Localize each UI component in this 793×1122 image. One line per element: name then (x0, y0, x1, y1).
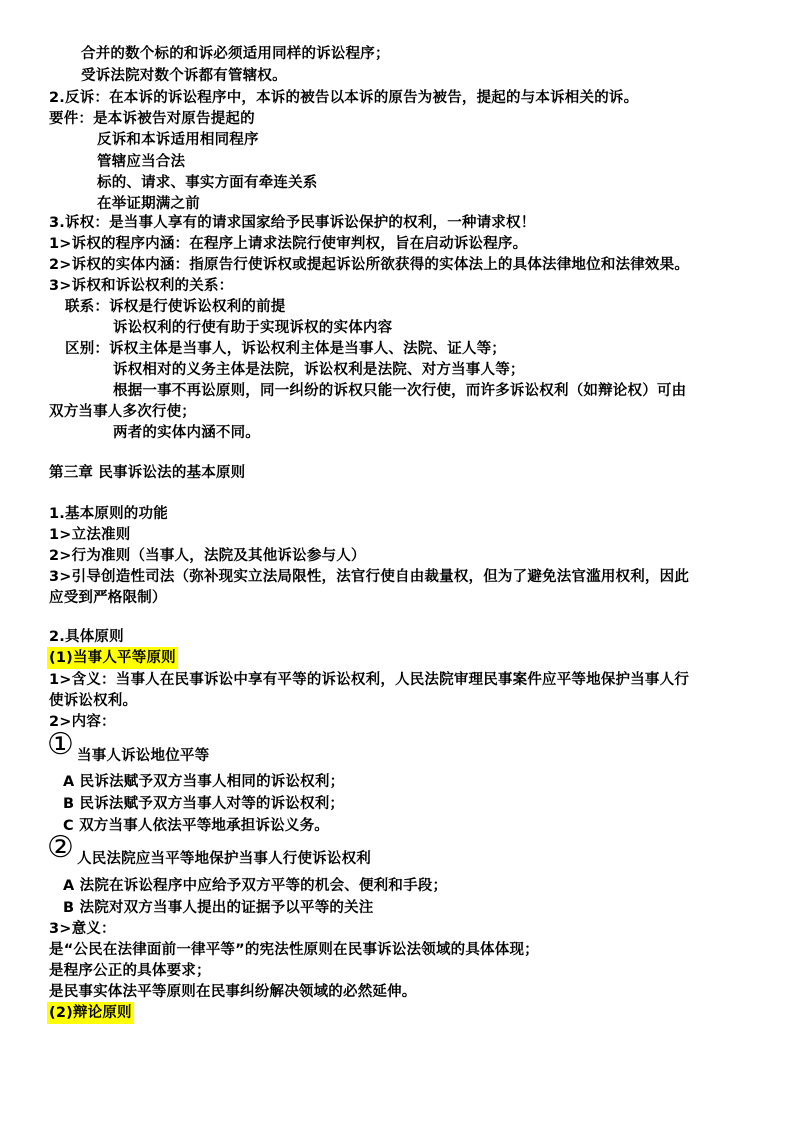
text-line: 3>引导创造性司法（弥补现实立法局限性，法官行使自由裁量权，但为了避免法官滥用权利，因此 (49, 569, 690, 585)
list-item: B 民诉法赋予双方当事人对等的诉讼权利； (63, 796, 345, 812)
text-line: 使诉讼权利。 (49, 693, 138, 709)
section-heading: 1.基本原则的功能 (49, 506, 168, 522)
circled-one-marker: ① (47, 727, 74, 762)
text-line: 是程序公正的具体要求； (49, 963, 211, 979)
text-line: 1>立法准则 (49, 527, 131, 543)
circled-two-marker: ② (47, 830, 74, 865)
text-line: 要件：是本诉被告对原告提起的 (49, 111, 255, 127)
text-line: 管辖应当合法 (97, 154, 186, 170)
section-heading: 2.具体原则 (49, 629, 124, 645)
list-item: B 法院对双方当事人提出的证据予以平等的关注 (63, 900, 374, 916)
text-line: 联系：诉权是行使诉讼权利的前提 (65, 299, 286, 315)
text-line: 是民事实体法平等原则在民事纠纷解决领域的必然延伸。 (49, 984, 417, 1000)
text-line: 1>诉权的程序内涵：在程序上请求法院行使审判权，旨在启动诉讼程序。 (49, 236, 528, 252)
text-line: 当事人诉讼地位平等 (77, 748, 210, 764)
text-line: 3>诉权和诉讼权利的关系： (49, 278, 234, 294)
text-line: 合并的数个标的和诉必须适用同样的诉讼程序； (81, 46, 390, 62)
list-item: C 双方当事人依法平等地承担诉讼义务。 (63, 818, 329, 834)
text-line: 3>意义： (49, 921, 116, 937)
text-line: 诉权相对的义务主体是法院，诉讼权利是法院、对方当事人等； (113, 362, 525, 378)
text-line: 1>含义：当事人在民事诉讼中享有平等的诉讼权利，人民法院审理民事案件应平等地保护当事人行 (49, 672, 690, 688)
text-line: 2>内容： (49, 714, 116, 730)
text-line: 反诉和本诉适用相同程序 (97, 132, 259, 148)
text-line: 标的、请求、事实方面有牵连关系 (97, 175, 318, 191)
highlighted-heading: (2)辩论原则 (47, 1002, 134, 1024)
chapter-heading: 第三章 民事诉讼法的基本原则 (49, 465, 246, 481)
list-item: A 法院在诉讼程序中应给予双方平等的机会、便利和手段； (63, 878, 448, 894)
list-item: A 民诉法赋予双方当事人相同的诉讼权利； (63, 774, 345, 790)
text-line: 2.反诉：在本诉的诉讼程序中，本诉的被告以本诉的原告为被告，提起的与本诉相关的诉。 (49, 90, 639, 106)
text-line: 是“公民在法律面前一律平等”的宪法性原则在民事诉讼法领域的具体体现； (49, 942, 539, 958)
text-line: 2>诉权的实体内涵：指原告行使诉权或提起诉讼所欲获得的实体法上的具体法律地位和法律效果。 (49, 257, 690, 273)
text-line: 受诉法院对数个诉都有管辖权。 (81, 68, 287, 84)
text-line: 两者的实体内涵不同。 (113, 425, 260, 441)
text-line: 诉讼权利的行使有助于实现诉权的实体内容 (113, 320, 393, 336)
text-line: 在举证期满之前 (97, 196, 200, 212)
highlighted-heading: (1)当事人平等原则 (47, 647, 178, 669)
text-line: 区别：诉权主体是当事人，诉讼权利主体是当事人、法院、证人等； (65, 341, 506, 357)
text-line: 人民法院应当平等地保护当事人行使诉讼权利 (77, 851, 371, 867)
text-line: 2>行为准则（当事人，法院及其他诉讼参与人） (49, 548, 366, 564)
text-line: 应受到严格限制） (49, 590, 167, 606)
text-line: 根据一事不再讼原则，同一纠纷的诉权只能一次行使，而许多诉讼权利（如辩论权）可由 (113, 383, 687, 399)
text-line: 双方当事人多次行使； (49, 404, 196, 420)
text-line: 3.诉权：是当事人享有的请求国家给予民事诉讼保护的权利，一种请求权！ (49, 215, 536, 231)
